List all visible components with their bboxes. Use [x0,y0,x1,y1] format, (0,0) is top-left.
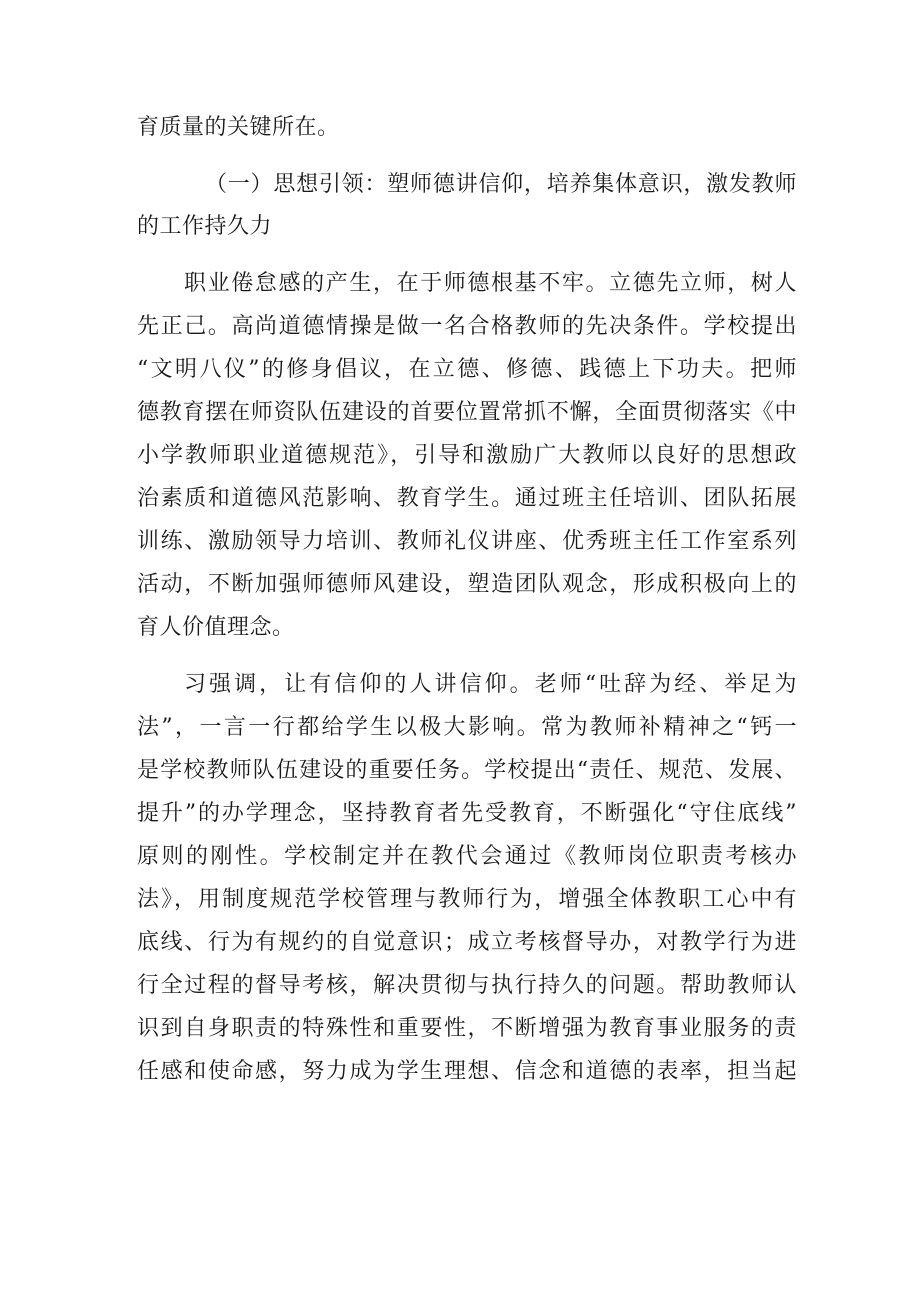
text-line: 法”，一言一行都给学生以极大影响。常为教师补精神之“钙一 [137,715,797,740]
text-line: 育质量的关键所在。 [137,115,340,140]
text-line: 小学教师职业道德规范》，引导和激励广大教师以良好的思想政 [137,443,797,468]
text-line: 先正己。高尚道德情操是做一名合格教师的先决条件。学校提出 [137,314,797,339]
text-line: 训练、激励领导力培训、教师礼仪讲座、优秀班主任工作室系列 [137,529,797,554]
text-line: 育人价值理念。 [137,615,295,640]
text-line: 任感和使命感，努力成为学生理想、信念和道德的表率，担当起 [137,1059,797,1084]
text-line: “文明八仪”的修身倡议，在立德、修德、践德上下功夫。把师 [137,357,797,382]
text-line: 活动，不断加强师德师风建设，塑造团队观念，形成积极向上的 [137,572,797,597]
text-line: 职业倦怠感的产生，在于师德根基不牢。立德先立师，树人 [184,271,797,296]
text-line: 治素质和道德风范影响、教育学生。通过班主任培训、团队拓展 [137,486,797,511]
section-heading-line: （一）思想引领：塑师德讲信仰，培养集体意识，激发教师 [205,172,797,197]
text-line: 是学校教师队伍建设的重要任务。学校提出“责任、规范、发展、 [137,758,797,783]
text-line: 底线、行为有规约的自觉意识；成立考核督导办，对教学行为进 [137,930,797,955]
text-line: 识到自身职责的特殊性和重要性，不断增强为教育事业服务的责 [137,1016,797,1041]
section-heading-line: 的工作持久力 [137,214,273,239]
text-line: 提升”的办学理念，坚持教育者先受教育，不断强化“守住底线” [137,801,797,826]
text-line: 德教育摆在师资队伍建设的首要位置常抓不懈，全面贯彻落实《中 [137,400,797,425]
text-line: 原则的刚性。学校制定并在教代会通过《教师岗位职责考核办 [137,844,797,869]
text-line: 行全过程的督导考核，解决贯彻与执行持久的问题。帮助教师认 [137,973,797,998]
text-line: 习强调，让有信仰的人讲信仰。老师“吐辞为经、举足为 [184,672,797,697]
text-line: 法》，用制度规范学校管理与教师行为，增强全体教职工心中有 [137,887,797,912]
